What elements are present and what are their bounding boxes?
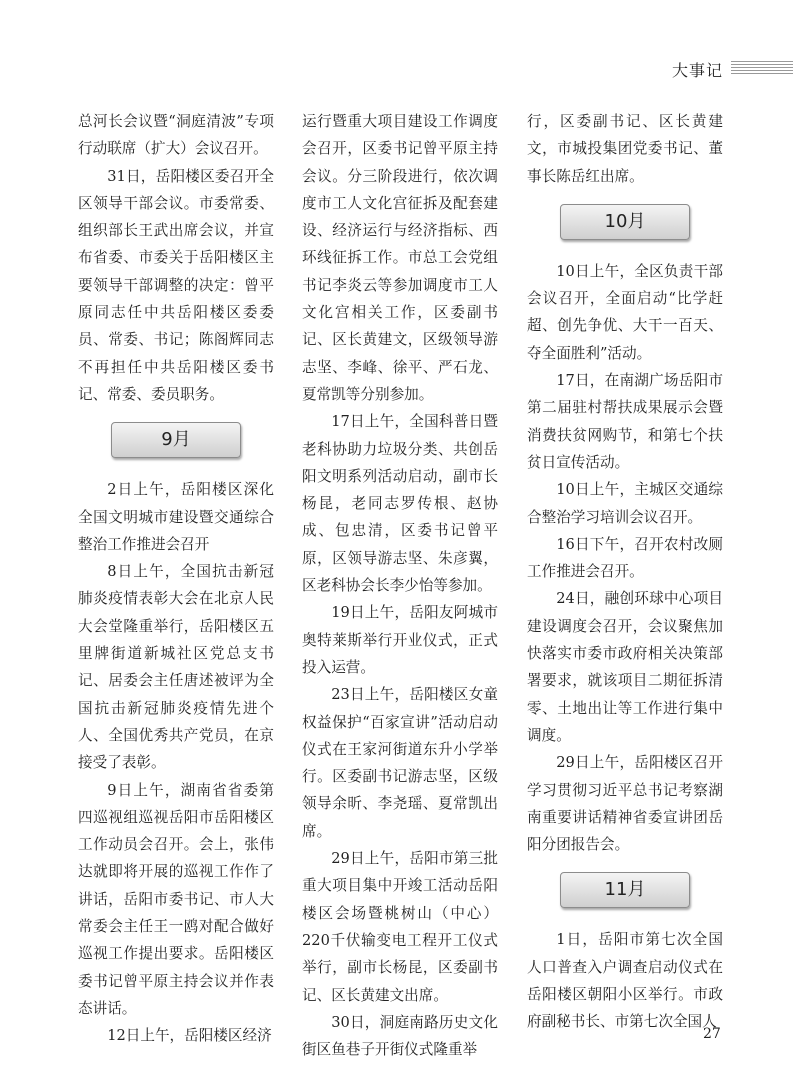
event-paragraph: 10日上午，全区负责干部会议召开，全面启动“比学赶超、创先争优、大干一百天、夺全面胜利”活动。 [527,262,723,362]
event-paragraph: 10日上午，主城区交通综合整治学习培训会议召开。 [527,481,723,526]
event-paragraph: 总河长会议暨“洞庭清波”专项行动联席（扩大）会议召开。 [78,113,274,158]
event-paragraph: 31日，岳阳楼区委召开全区领导干部会议。市委常委、组织部长王武出席会议，并宣布省委、市委关于岳阳楼区主要领导干部调整的决定：曾平原同志任中共岳阳楼区委委员、常委、书记；陈阁辉同志不再担任中共岳阳楼区委书记、常委、委员职务。 [78,167,274,403]
event-paragraph: 16日下午，召开农村改厕工作推进会召开。 [527,535,723,581]
month-heading: 11月 [560,872,690,908]
event-paragraph: 9日上午，湖南省省委第四巡视组巡视岳阳市岳阳楼区工作动员会召开。会上，张伟达就即将开展的巡视工作作了讲话，岳阳市委书记、市人大常委会主任王一鸥对配合做好巡视工作提出要求。岳阳楼区委书记曾平原主持会议并作表态讲话。 [78,781,274,1017]
event-paragraph: 24日，融创环球中心项目建设调度会召开，会议聚焦加快落实市委市政府相关决策部署要求，就该项目二期征拆清零、土地出让等工作进行集中调度。 [527,590,723,744]
event-paragraph: 19日上午，岳阳友阿城市奥特莱斯举行开业仪式，正式投入运营。 [302,604,498,676]
event-paragraph: 30日，洞庭南路历史文化街区鱼巷子开街仪式隆重举 [302,1013,498,1059]
event-paragraph: 23日上午，岳阳楼区女童权益保护“百家宣讲”活动启动仪式在王家河街道东升小学举行。区委副书记游志坚，区级领导余昕、李尧瑶、夏常凯出席。 [302,686,498,840]
month-heading: 9月 [111,422,241,458]
section-title: 大事记 [672,61,724,80]
event-paragraph: 29日上午，岳阳楼区召开学习贯彻习近平总书记考察湖南重要讲话精神省委宣讲团岳阳分团报告会。 [527,754,723,854]
page-number: 27 [703,1026,721,1042]
text-column-3 [527,108,723,1036]
event-paragraph: 行，区委副书记、区长黄建文，市城投集团党委书记、董事长陈岳红出席。 [527,113,723,185]
event-paragraph: 12日上午，岳阳楼区经济 [107,1027,272,1045]
text-column-2 [302,108,498,1063]
event-paragraph: 2日上午，岳阳楼区深化全国文明城市建设暨交通综合整治工作推进会召开 [78,481,274,553]
text-column-1 [78,108,274,1050]
event-paragraph: 17日，在南湖广场岳阳市第二届驻村帮扶成果展示会暨消费扶贫网购节，和第七个扶贫日宣传活动。 [527,372,723,471]
event-paragraph: 29日上午，岳阳市第三批重大项目集中开竣工活动岳阳楼区会场暨桃树山（中心）220千伏输变电工程开工仪式举行，副市长杨昆，区委副书记、区长黄建文出席。 [302,850,498,1004]
event-paragraph: 运行暨重大项目建设工作调度会召开，区委书记曾平原主持会议。分三阶段进行，依次调度市工人文化宫征拆及配套建设、经济运行与经济指标、西环线征拆工作。市总工会党组书记李炎云等参加调度市工人文化宫相关工作，区委副书记、区长黄建文，区级领导游志坚、李峰、徐平、严石龙、夏常凯等分别参加。 [302,113,498,403]
event-paragraph: 8日上午，全国抗击新冠肺炎疫情表彰大会在北京人民大会堂隆重举行，岳阳楼区五里牌街道新城社区党总支书记、居委会主任唐述被评为全国抗击新冠肺炎疫情先进个人、全国优秀共产党员，在京接受了表彰。 [78,563,274,772]
event-paragraph: 1日，岳阳市第七次全国人口普查入户调查启动仪式在岳阳楼区朝阳小区举行。市政府副秘书长、市第七次全国人 [527,931,723,1031]
event-paragraph: 17日上午，全国科普日暨老科协助力垃圾分类、共创岳阳文明系列活动启动，副市长杨昆，老同志罗传根、赵协成、包忠清，区委书记曾平原，区领导游志坚、朱彦翼，区老科协会长李少怡等参加。 [302,413,498,595]
header-decorative-lines [731,61,793,76]
month-heading: 10月 [560,204,690,240]
